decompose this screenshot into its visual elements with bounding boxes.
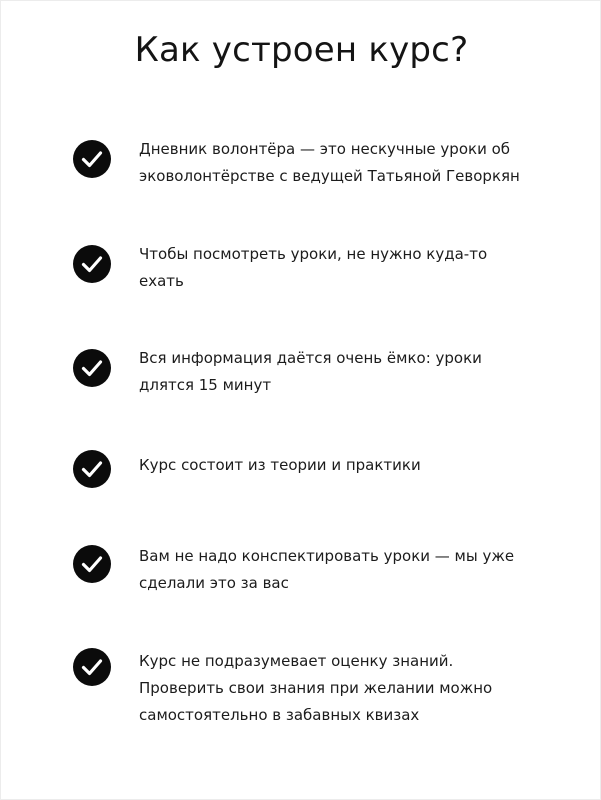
page-title: Как устроен курс? bbox=[134, 30, 469, 70]
checkmark-icon bbox=[73, 545, 111, 583]
checkmark-icon bbox=[73, 349, 111, 387]
list-item-text: Чтобы посмотреть уроки, не нужно куда-то ехать bbox=[139, 245, 488, 290]
checkmark-icon bbox=[73, 245, 111, 283]
checkmark-icon bbox=[73, 450, 111, 488]
list-item-text: Вся информация даётся очень ёмко: уроки длятся 15 минут bbox=[139, 349, 482, 394]
list-item-text: Курс не подразумевает оценку знаний. Проверить свои знания при желании можно самостоятельно в забавных квизах bbox=[139, 652, 493, 724]
checkmark-icon bbox=[73, 140, 111, 178]
list-item-text: Курс состоит из теории и практики bbox=[139, 456, 421, 474]
list-item-text: Вам не надо конспектировать уроки — мы уже сделали это за вас bbox=[139, 547, 515, 592]
list-item-text: Дневник волонтёра — это нескучные уроки об эковолонтёрстве с ведущей Татьяной Геворкян bbox=[139, 140, 520, 185]
checkmark-icon bbox=[73, 648, 111, 686]
